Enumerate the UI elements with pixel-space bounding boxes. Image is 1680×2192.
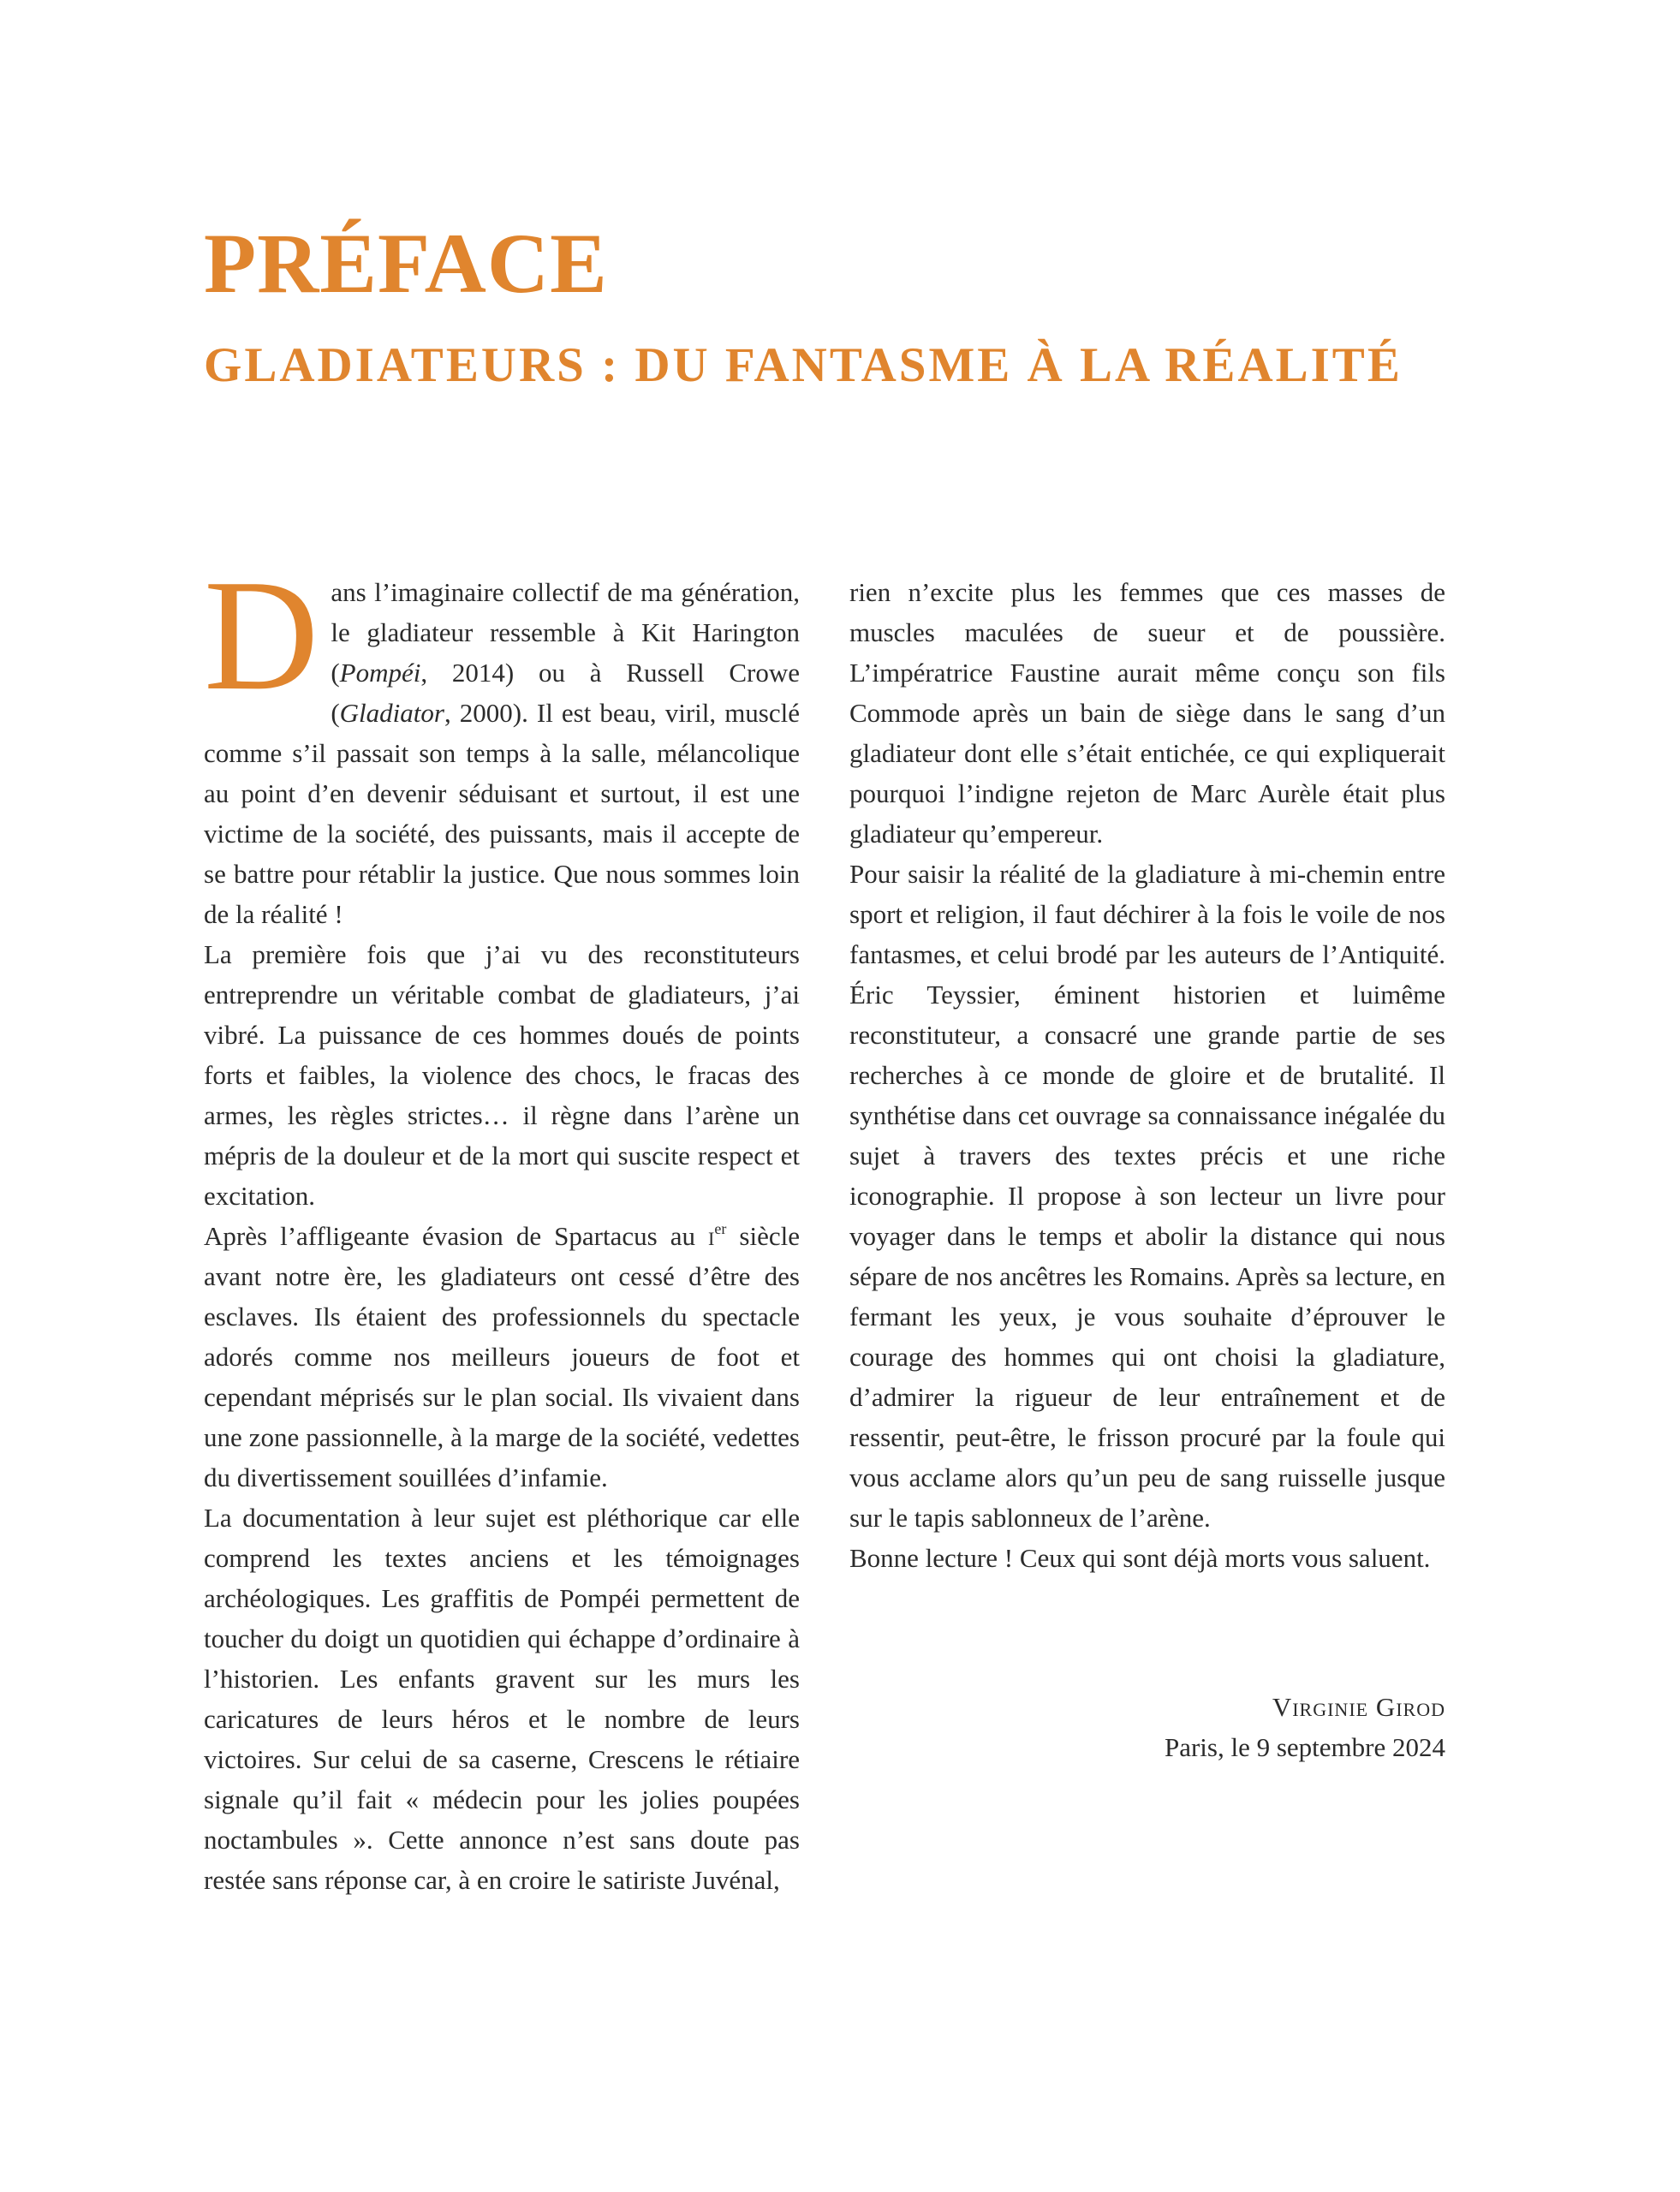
page-title: PRÉFACE [204,216,608,311]
paragraph-1-part-c: , 2014) ou à Russell Crowe ( [331,658,800,728]
century-superscript: er [714,1220,727,1237]
text-column-left [204,547,800,1900]
paragraph-4-continued: rien n’excite plus les femmes que ces masses de muscles maculées de sueur et de poussière. L’impératrice Faustine aurait même conçu son fils Commode après un bain de siège dans le sang d’un gladiateur dont elle s’était entichée, ce qui expliquerait pourquoi l’indigne rejeton de Marc Aurèle était plus gladiateur qu’empereur. [849,577,1445,849]
paragraph-1 [204,547,800,934]
text-column-right [849,572,1445,1578]
paragraph-2: La première fois que j’ai vu des reconstituteurs entreprendre un véritable combat de gladiateurs, j’ai vibré. La puissance de ces hommes doués de points forts et faibles, la violence des chocs, le fracas des armes, les règles strictes… il règne dans l’arène un mépris de la douleur et de la mort qui suscite respect et excitation. [204,939,800,1211]
author-name: Virginie Girod [1272,1692,1445,1722]
paragraph-4: La documentation à leur sujet est pléthorique car elle comprend les textes anciens et les témoignages archéologiques. Les graffitis de Pompéi permettent de toucher du doigt un quotidien qui échappe d’ordinaire à l’historien. Les enfants gravent sur les murs les caricatures de leurs héros et le nombre de leurs victoires. Sur celui de sa caserne, Crescens le rétiaire signale qu’il fait « médecin pour les jolies poupées noctambules ». Cette annonce n’est sans doute pas restée sans réponse car, à en croire le satiriste Juvénal, [204,1503,800,1895]
film-title-gladiator: Gladiator [339,698,444,728]
paragraph-3 [204,1216,800,1498]
century-numeral: i [708,1221,715,1251]
signature-block [849,1687,1445,1767]
paragraph-1-part-e: , 2000). Il est beau, viril, musclé comme s’il passait son temps à la salle, mélancolique au point d’en devenir séduisant et surtout, il est une victime de la société, des puissants, mais il accepte de se battre pour rétablir la justice. Que nous sommes loin de la réalité ! [204,698,800,929]
paragraph-1-part-a: ans l’imaginaire collectif de ma génération, le gladiateur ressemble à Kit Harington ( [331,577,800,688]
paragraph-5: Pour saisir la réalité de la gladiature à mi-chemin entre sport et religion, il faut déchirer à la fois le voile de nos fantasmes, et celui brodé par les auteurs de l’Antiquité. Éric Teyssier, éminent historien et luimême reconstituteur, a consacré une grande partie de ses recherches à ce monde de gloire et de brutalité. Il synthétise dans cet ouvrage sa connaissance inégalée du sujet à travers des textes précis et une riche iconographie. Il propose à son lecteur un livre pour voyager dans le temps et abolir la distance qui nous sépare de nos ancêtres les Romains. Après sa lecture, en fermant les yeux, je vous souhaite d’éprouver le courage des hommes qui ont choisi la gladiature, d’admirer la rigueur de leur entraînement et de ressentir, peut-être, le frisson procuré par la foule qui vous acclame alors qu’un peu de sang ruisselle jusque sur le tapis sablonneux de l’arène. [849,859,1445,1533]
paragraph-3-part-a: Après l’affligeante évasion de Spartacus au [204,1221,709,1251]
drop-cap: D [204,547,319,724]
film-title-pompei: Pompéi [339,658,421,688]
paragraph-6: Bonne lecture ! Ceux qui sont déjà morts vous saluent. [849,1543,1431,1573]
place-date: Paris, le 9 septembre 2024 [1164,1732,1445,1762]
page-subtitle: GLADIATEURS : DU FANTASME À LA RÉALITÉ [204,338,1403,392]
paragraph-3-part-b: siècle avant notre ère, les gladiateurs ont cessé d’être des esclaves. Ils étaient des professionnels du spectacle adorés comme nos meilleurs joueurs de foot et cependant méprisés sur le plan social. Ils vivaient dans une zone passionnelle, à la marge de la société, vedettes du divertissement souillées d’infamie. [204,1221,800,1492]
